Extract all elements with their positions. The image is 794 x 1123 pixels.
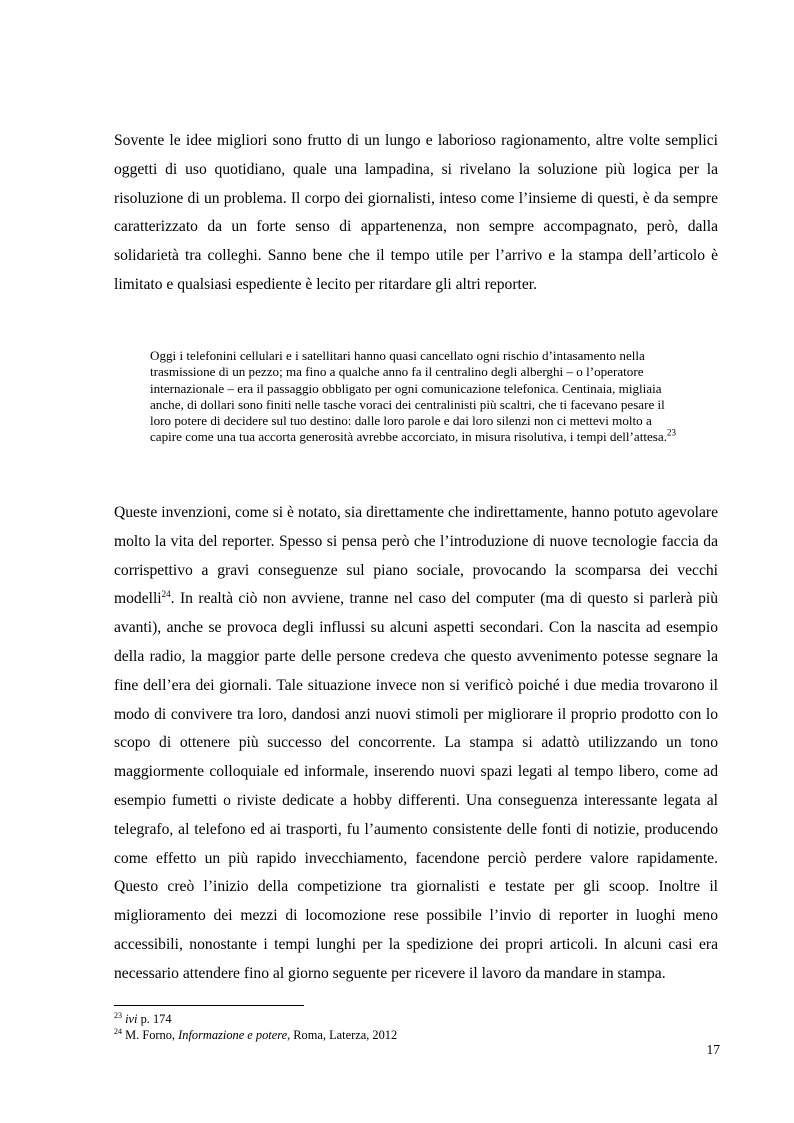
paragraph-intro: Sovente le idee migliori sono frutto di un lungo e laborioso ragionamento, altre volte semplici oggetti di uso quotidiano, quale una lampadina, si rivelano la soluzione più logica per la risoluzione di un problema. Il corpo dei giornalisti, inteso come l’insieme di questi, è da sempre caratterizzato da un forte senso di appartenenza, non sempre accompagnato, però, dalla solidarietà tra colleghi. Sanno bene che il tempo utile per l’arrivo e la stampa dell’articolo è limitato e qualsiasi espediente è lecito per ritardare gli altri reporter. bbox=[114, 132, 718, 293]
paragraph-main bbox=[114, 499, 718, 989]
footnote-ref-24[interactable]: 24 bbox=[161, 589, 171, 600]
footnote-number: 24 bbox=[114, 1026, 122, 1036]
paragraph-main-part1: Queste invenzioni, come si è notato, sia direttamente che indirettamente, hanno potuto agevolare molto la vita del reporter. Spesso si pensa però che l’introduzione di nuove tecnologie faccia da corrispettivo a gravi conseguenze sul piano sociale, provocando la scomparsa dei vecchi modelli bbox=[114, 504, 718, 608]
footnote-author: M. Forno, bbox=[125, 1028, 179, 1042]
footnote-book-title: Informazione e potere bbox=[178, 1028, 288, 1042]
block-quote bbox=[150, 348, 682, 446]
footnote-text: p. 174 bbox=[137, 1012, 172, 1026]
block-quote-text: Oggi i telefonini cellulari e i satellitari hanno quasi cancellato ogni rischio d’intasamento nella trasmissione di un pezzo; ma fino a qualche anno fa il centralino degli alberghi – o l’operatore internazionale – era il passaggio obbligato per ogni comunicazione telefonica. Centinaia, migliaia anche, di dollari sono finiti nelle tasche voraci dei centralinisti più scaltri, che ti facevano pesare il loro potere di decidere sul tuo destino: dalle loro parole e dai loro silenzi non ci mettevi molto a capire come una tua accorta generosità avrebbe accorciato, in misura risolutiva, i tempi dell’attesa. bbox=[150, 348, 667, 445]
footnote-divider bbox=[114, 1005, 304, 1006]
footnote-24 bbox=[114, 1028, 718, 1043]
footnote-number: 23 bbox=[114, 1010, 122, 1020]
footnote-text: , Roma, Laterza, 2012 bbox=[287, 1028, 398, 1042]
footnote-ref-23[interactable]: 23 bbox=[666, 428, 676, 439]
footnote-ibid: ivi bbox=[125, 1012, 138, 1026]
page-number: 17 bbox=[706, 1042, 720, 1057]
footnote-23 bbox=[114, 1012, 718, 1027]
paragraph-main-part2: . In realtà ciò non avviene, tranne nel caso del computer (ma di questo si parlerà più avanti), anche se provoca degli influssi su alcuni aspetti secondari. Con la nascita ad esempio della radio, la maggior parte delle persone credeva che questo avvenimento potesse segnare la fine dell’era dei giornali. Tale situazione invece non si verificò poiché i due media trovarono il modo di convivere tra loro, dandosi anzi nuovi stimoli per migliorare il proprio prodotto con lo scopo di ottenere più successo del concorrente. La stampa si adattò utilizzando un tono maggiormente colloquiale ed informale, inserendo nuovi spazi legati al tempo libero, come ad esempio fumetti o riviste dedicate a hobby differenti. Una conseguenza interessante legata al telegrafo, al telefono ed ai trasporti, fu l’aumento consistente delle fonti di notizie, producendo come effetto un più rapido invecchiamento, facendone perciò perdere valore rapidamente. Questo creò l’inizio della competizione tra giornalisti e testate per gli scoop. Inoltre il miglioramento dei mezzi di locomozione rese possibile l’invio di reporter in luoghi meno accessibili, nonostante i tempi lunghi per la spedizione dei propri articoli. In alcuni casi era necessario attendere fino al giorno seguente per ricevere il lavoro da mandare in stampa. bbox=[114, 590, 718, 982]
